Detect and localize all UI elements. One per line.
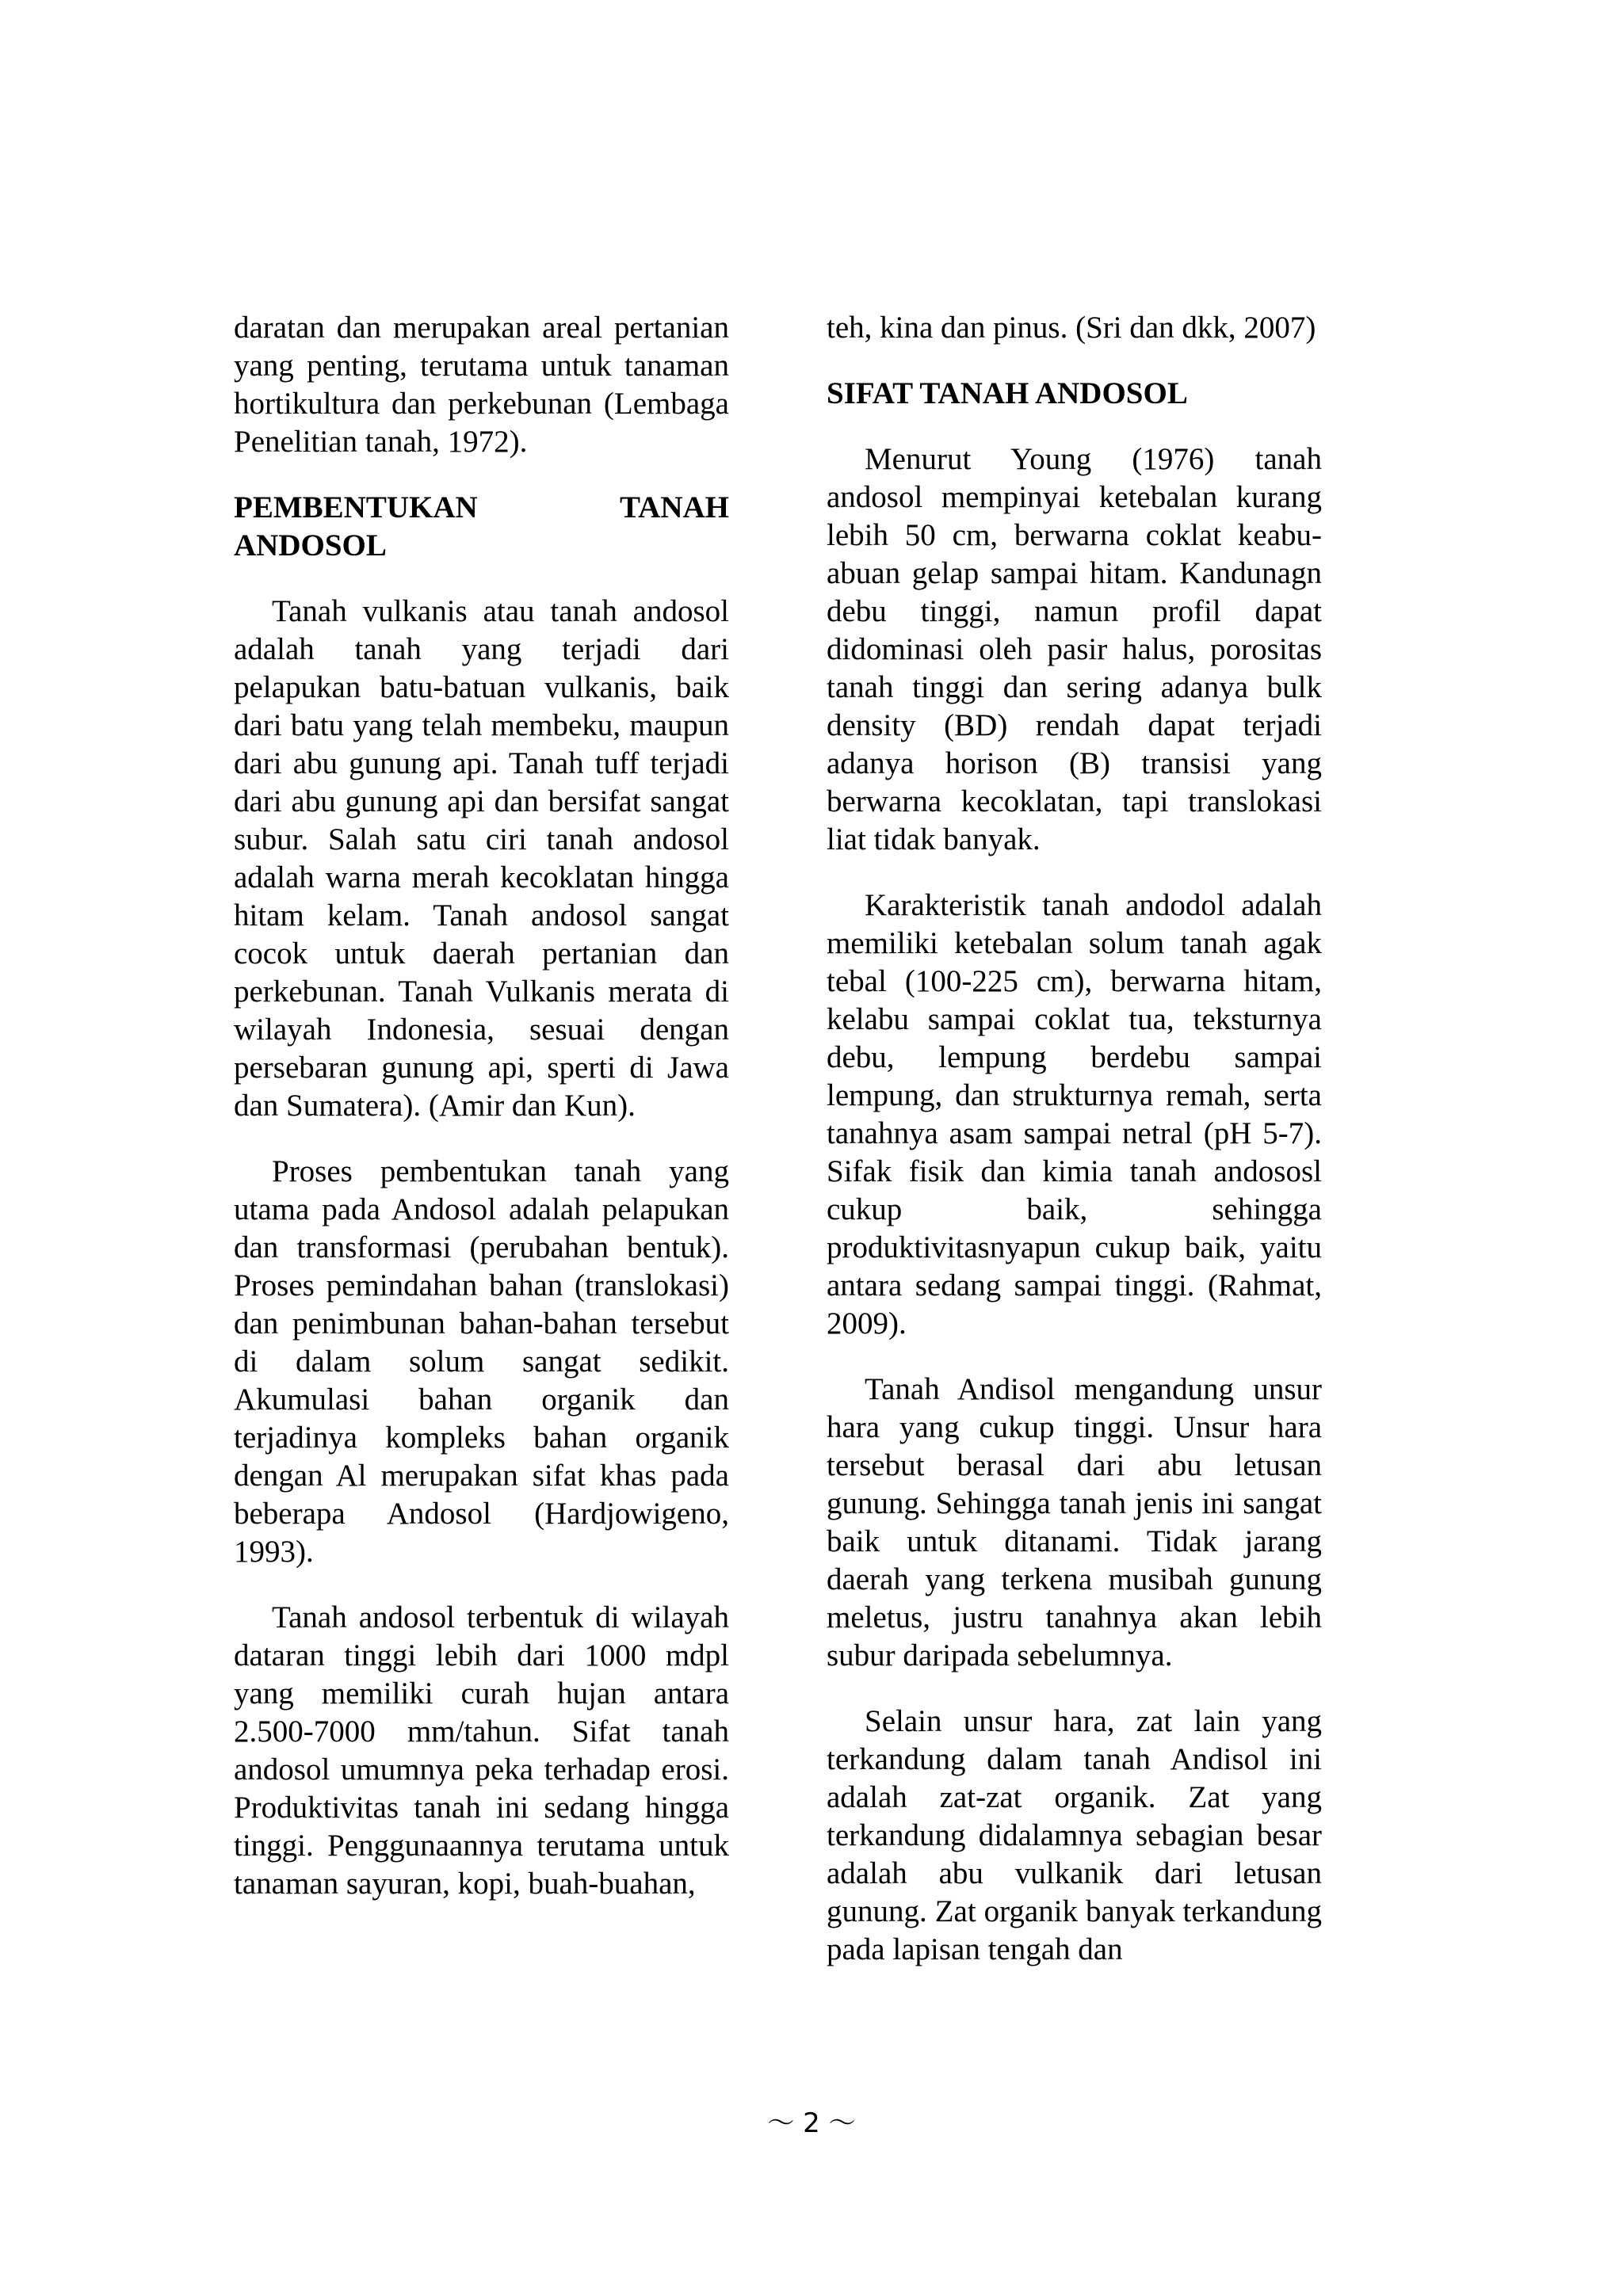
paragraph: Tanah vulkanis atau tanah andosol adalah tanah yang terjadi dari pelapukan batu-batuan vulkanis, baik dari batu yang telah membeku, maupun dari abu gunung api. Tanah tuff terjadi dari abu gunung api dan bersifat sangat subur. Salah satu ciri tanah andosol adalah warna merah kecoklatan hingga hitam kelam. Tanah andosol sangat cocok untuk daerah pertanian dan perkebunan. Tanah Vulkanis merata di wilayah Indonesia, sesuai dengan persebaran gunung api, sperti di Jawa dan Sumatera). (Amir dan Kun). [234, 594, 729, 1123]
paragraph-continuation: daratan dan merupakan areal pertanian yang penting, terutama untuk tanaman hortikultura dan perkebunan (Lembaga Penelitian tanah, 1972). [234, 311, 729, 459]
paragraph-continuation: teh, kina dan pinus. (Sri dan dkk, 2007) [827, 311, 1316, 345]
heading-line: PEMBENTUKAN TANAH [234, 490, 729, 524]
paragraph: Proses pembentukan tanah yang utama pada Andosol adalah pelapukan dan transformasi (perubahan bentuk). Proses pemindahan bahan (translokasi) dan penimbunan bahan-bahan tersebut di dalam solum sangat sedikit. Akumulasi bahan organik dan terjadinya kompleks bahan organik dengan Al merupakan sifat khas pada beberapa Andosol (Hardjowigeno, 1993). [234, 1154, 729, 1569]
right-column [827, 309, 1322, 1969]
paragraph: Selain unsur hara, zat lain yang terkandung dalam tanah Andisol ini adalah zat-zat organik. Zat yang terkandung didalamnya sebagian besar adalah abu vulkanik dari letusan gunung. Zat organik banyak terkandung pada lapisan tengah dan [827, 1704, 1322, 1966]
paragraph: Tanah Andisol mengandung unsur hara yang cukup tinggi. Unsur hara tersebut berasal dari abu letusan gunung. Sehingga tanah jenis ini sangat baik untuk ditanami. Tidak jarang daerah yang terkena musibah gunung meletus, justru tanahnya akan lebih subur daripada sebelumnya. [827, 1372, 1322, 1672]
section-heading-pembentukan [234, 489, 729, 565]
paragraph: Menurut Young (1976) tanah andosol mempinyai ketebalan kurang lebih 50 cm, berwarna coklat keabu-abuan gelap sampai hitam. Kandunagn debu tinggi, namun profil dapat didominasi oleh pasir halus, porositas tanah tinggi dan sering adanya bulk density (BD) rendah dapat terjadi adanya horison (B) transisi yang berwarna kecoklatan, tapi translokasi liat tidak banyak. [827, 442, 1322, 856]
heading-line: ANDOSOL [234, 528, 387, 563]
section-heading-sifat [827, 375, 1322, 413]
page-number: ～ 2 ～ [767, 2107, 856, 2139]
paragraph: Tanah andosol terbentuk di wilayah dataran tinggi lebih dari 1000 mdpl yang memiliki curah hujan antara 2.500-7000 mm/tahun. Sifat tanah andosol umumnya peka terhadap erosi. Produktivitas tanah ini sedang hingga tinggi. Penggunaannya terutama untuk tanaman sayuran, kopi, buah-buahan, [234, 1600, 729, 1901]
paragraph: Karakteristik tanah andodol adalah memiliki ketebalan solum tanah agak tebal (100-225 cm), berwarna hitam, kelabu sampai coklat tua, teksturnya debu, lempung berdebu sampai lempung, dan strukturnya remah, serta tanahnya asam sampai netral (pH 5-7). Sifak fisik dan kimia tanah andososl cukup baik, sehingga produktivitasnyapun cukup baik, yaitu antara sedang sampai tinggi. (Rahmat, 2009). [827, 888, 1322, 1341]
left-column [234, 309, 729, 1903]
heading-line: SIFAT TANAH ANDOSOL [827, 376, 1188, 410]
